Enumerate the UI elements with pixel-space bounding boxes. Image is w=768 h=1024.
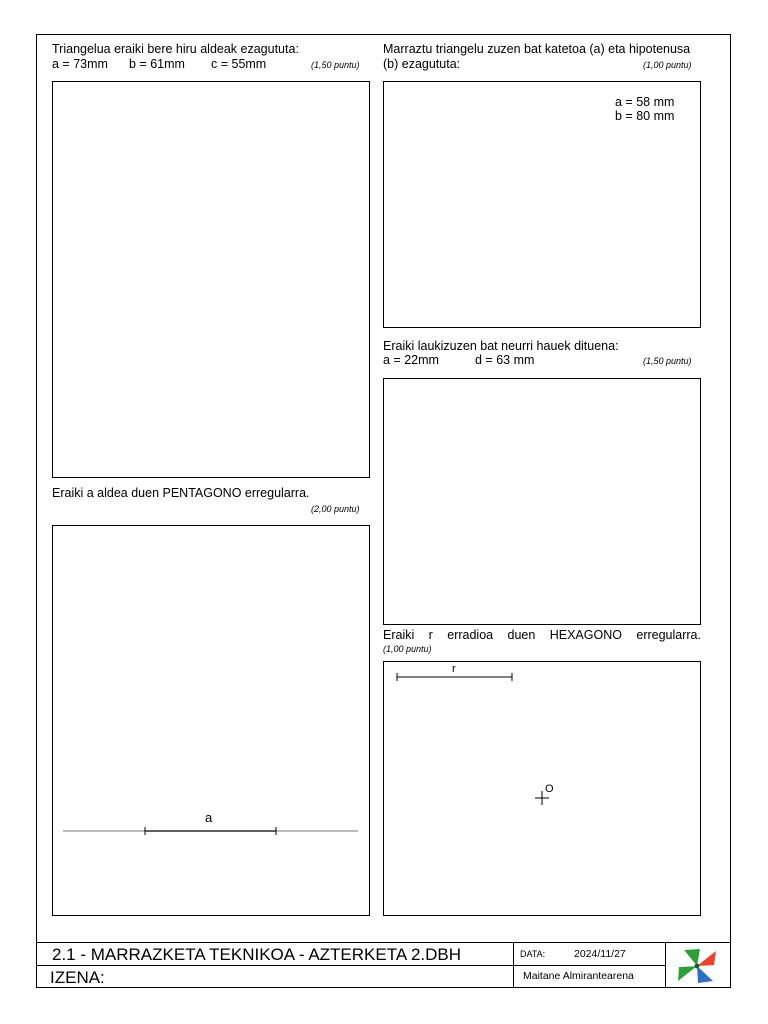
ex2-statement-line2: (b) ezagututa: (383, 57, 461, 71)
title-block-divider-2 (665, 942, 666, 988)
title-block-divider-1 (513, 942, 514, 988)
ex3-d: d = 63 mm (475, 353, 535, 367)
ex3-statement: Eraiki laukizuzen bat neurri hauek dituena: (383, 339, 619, 353)
ex1-drawing-area[interactable] (52, 81, 370, 478)
ex5-center-label: O (545, 783, 554, 795)
school-logo-icon (676, 947, 718, 985)
ex5-radius-label: r (452, 663, 456, 675)
ex1-points: (1,50 puntu) (311, 60, 360, 70)
author-name: Maitane Almirantearena (523, 970, 634, 982)
ex1-a: a = 73mm (52, 57, 108, 71)
ex3-points: (1,50 puntu) (643, 356, 692, 366)
ex2-points: (1,00 puntu) (643, 60, 692, 70)
ex5-radius-segment (384, 662, 700, 915)
exam-sheet (36, 34, 731, 988)
ex2-drawing-area[interactable] (383, 81, 701, 328)
ex5-points: (1,00 puntu) (383, 644, 432, 654)
ex1-b: b = 61mm (129, 57, 185, 71)
name-label: IZENA: (50, 968, 105, 987)
ex3-drawing-area[interactable] (383, 378, 701, 625)
title-block-top-border (37, 942, 730, 943)
ex5-drawing-area[interactable] (383, 661, 701, 916)
ex2-given-a: a = 58 mm (615, 95, 675, 109)
ex4-segment-label: a (205, 810, 213, 825)
exam-title: 2.1 - MARRAZKETA TEKNIKOA - AZTERKETA 2.DBH (52, 945, 462, 964)
ex5-statement: Eraiki r erradioa duen HEXAGONO erregularra. (383, 628, 701, 642)
ex3-a: a = 22mm (383, 353, 439, 367)
ex2-given-b: b = 80 mm (615, 109, 675, 123)
date-value: 2024/11/27 (574, 948, 626, 960)
ex1-statement: Triangelua eraiki bere hiru aldeak ezagututa: (52, 42, 299, 56)
title-block-middle-border (37, 965, 665, 966)
date-label: DATA: (520, 949, 546, 959)
ex4-drawing-area[interactable] (52, 525, 370, 916)
ex4-points: (2,00 puntu) (311, 504, 360, 514)
ex4-statement: Eraiki a aldea duen PENTAGONO erregularra. (52, 486, 310, 500)
ex4-base-line (53, 526, 369, 915)
ex2-statement-line1: Marraztu triangelu zuzen bat katetoa (a) eta hipotenusa (383, 42, 691, 56)
ex1-c: c = 55mm (211, 57, 267, 71)
